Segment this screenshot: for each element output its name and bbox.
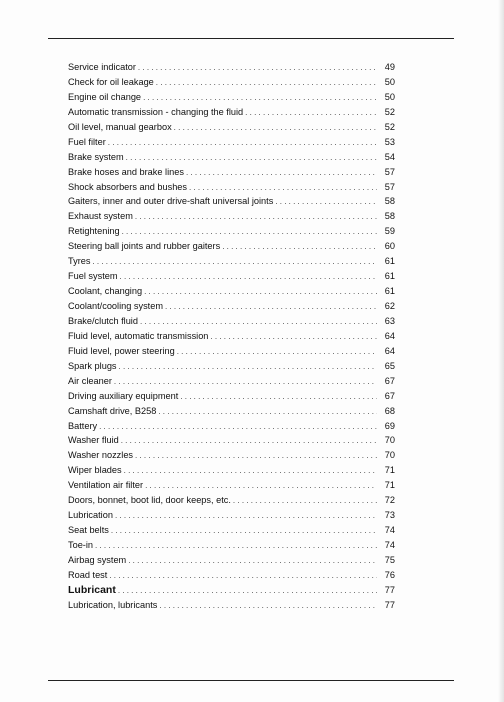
dot-leader <box>245 106 377 121</box>
toc-entry <box>68 90 395 105</box>
toc-entry <box>68 419 395 434</box>
dot-leader <box>135 210 377 225</box>
toc-entry-page-number: 52 <box>384 106 395 117</box>
toc-entry-label: Exhaust system <box>68 211 133 222</box>
dot-leader <box>114 375 377 390</box>
toc-entry <box>68 359 395 374</box>
toc-entry-label: Tyres <box>68 256 91 267</box>
toc-entry-page-number: 68 <box>384 405 395 416</box>
toc-entry-page-number: 63 <box>384 315 395 326</box>
toc-entry-page-number: 64 <box>384 345 395 356</box>
toc-entry <box>68 180 395 195</box>
dot-leader <box>186 166 377 181</box>
toc-entry <box>68 329 395 344</box>
toc-entry-page-number: 58 <box>384 211 395 222</box>
toc-entry-page-number: 53 <box>384 136 395 147</box>
dot-leader <box>119 360 377 375</box>
page-edge-shadow <box>498 0 504 702</box>
toc-entry-label: Coolant, changing <box>68 286 143 297</box>
toc-entry-label: Toe-in <box>68 540 94 550</box>
toc-entry-page-number: 76 <box>384 569 395 580</box>
dot-leader <box>159 599 377 614</box>
toc-entry-page-number: 65 <box>384 360 395 371</box>
toc-entry-page-number: 61 <box>384 286 395 297</box>
toc-entry-label: Fluid level, automatic transmission <box>68 330 209 341</box>
toc-entry-label: Retightening <box>68 226 120 237</box>
toc-entry <box>68 448 395 463</box>
dot-leader <box>118 584 377 599</box>
toc-entry-label: Coolant/cooling system <box>68 301 163 311</box>
toc-entry-page-number: 64 <box>384 330 395 341</box>
toc-entry-page-number: 62 <box>384 301 395 311</box>
dot-leader <box>144 285 377 300</box>
toc-entry-page-number: 57 <box>384 166 395 177</box>
toc-entry <box>68 194 395 209</box>
toc-entry <box>68 568 395 583</box>
toc-entry-label: Fluid level, power steering <box>68 345 175 356</box>
toc-entry-label: Washer fluid <box>68 435 119 446</box>
toc-entry-label: Driving auxiliary equipment <box>68 390 179 401</box>
dot-leader <box>128 554 377 569</box>
toc-entry-label: Lubrication, lubricants <box>68 599 158 610</box>
toc-entry <box>68 60 395 75</box>
toc-entry <box>68 389 395 404</box>
dot-leader <box>143 91 377 106</box>
toc-entry-page-number: 52 <box>384 121 395 132</box>
toc-entry-label: Engine oil change <box>68 91 142 102</box>
toc-entry <box>68 284 395 299</box>
toc-entry <box>68 493 395 508</box>
toc-entry-page-number: 60 <box>384 241 395 252</box>
dot-leader <box>122 225 377 240</box>
toc-entry <box>68 478 395 493</box>
dot-leader <box>95 539 377 554</box>
toc-entry <box>68 314 395 329</box>
toc-entry-page-number: 77 <box>384 584 395 595</box>
toc-entry <box>68 344 395 359</box>
toc-entry <box>68 224 395 239</box>
toc-entry <box>68 598 395 613</box>
toc-entry-label: Washer nozzles <box>68 450 134 461</box>
dot-leader <box>92 255 377 270</box>
toc-entry-label: Spark plugs <box>68 360 117 371</box>
dot-leader <box>135 449 377 464</box>
toc-entry-label: Fuel filter <box>68 136 106 147</box>
toc-entry-page-number: 70 <box>384 450 395 461</box>
toc-entry-label: Automatic transmission - changing the fluid <box>68 106 244 117</box>
toc-entry-page-number: 69 <box>384 420 395 431</box>
toc-entry-page-number: 49 <box>384 62 395 72</box>
toc-entry-label: Airbag system <box>68 554 127 565</box>
toc-entry-page-number: 57 <box>384 181 395 192</box>
dot-leader <box>177 345 377 360</box>
toc-entry <box>68 463 395 478</box>
toc-section-heading <box>68 583 395 598</box>
dot-leader <box>126 151 377 166</box>
dot-leader <box>145 479 377 494</box>
dot-leader <box>111 524 377 539</box>
toc-entry <box>68 105 395 120</box>
toc-entry <box>68 239 395 254</box>
dot-leader <box>120 270 377 285</box>
toc-entry-page-number: 50 <box>384 91 395 102</box>
toc-entry-label: Brake hoses and brake lines <box>68 166 184 177</box>
dot-leader <box>124 464 377 479</box>
dot-leader <box>180 390 377 405</box>
toc-entry-page-number: 67 <box>384 375 395 386</box>
bottom-rule <box>48 680 454 681</box>
toc-entry <box>68 404 395 419</box>
dot-leader <box>108 136 377 151</box>
toc-entry-page-number: 74 <box>384 540 395 550</box>
toc-entry <box>68 254 395 269</box>
dot-leader <box>115 509 377 524</box>
dot-leader <box>189 181 377 196</box>
toc-entry-label: Lubricant <box>68 583 116 596</box>
toc-entry <box>68 269 395 284</box>
toc-entry-label: Shock absorbers and bushes <box>68 181 188 192</box>
toc-entry-page-number: 71 <box>384 480 395 491</box>
toc-entry-label: Steering ball joints and rubber gaiters <box>68 241 221 252</box>
dot-leader <box>275 195 377 210</box>
dot-leader <box>140 315 377 330</box>
toc-entry-page-number: 72 <box>384 495 395 506</box>
toc-entry <box>68 538 395 553</box>
toc-entry-page-number: 59 <box>384 226 395 237</box>
dot-leader <box>158 405 377 420</box>
toc-entry-page-number: 54 <box>384 151 395 162</box>
toc-entry-page-number: 77 <box>384 599 395 610</box>
dot-leader <box>156 76 377 91</box>
toc-entry-label: Wiper blades <box>68 465 122 476</box>
toc-entry-label: Doors, bonnet, boot lid, door keeps, etc. <box>68 495 231 506</box>
toc-entry <box>68 553 395 568</box>
toc-entry-label: Ventilation air filter <box>68 480 144 491</box>
toc-entry <box>68 135 395 150</box>
toc-entry <box>68 165 395 180</box>
toc-entry-page-number: 74 <box>384 525 395 536</box>
dot-leader <box>121 434 377 449</box>
dot-leader <box>210 330 377 345</box>
toc-entry-label: Service indicator <box>68 62 136 72</box>
toc-entry-label: Fuel system <box>68 271 118 282</box>
toc-entry-label: Brake/clutch fluid <box>68 315 138 326</box>
toc-entry-page-number: 70 <box>384 435 395 446</box>
toc-entry <box>68 120 395 135</box>
dot-leader <box>165 300 377 315</box>
toc-entry-label: Oil level, manual gearbox <box>68 121 172 132</box>
dot-leader <box>233 494 377 509</box>
toc-entry <box>68 433 395 448</box>
toc-entry-page-number: 61 <box>384 271 395 282</box>
dot-leader <box>109 569 377 584</box>
top-rule <box>48 38 454 39</box>
toc-entry-label: Seat belts <box>68 525 109 536</box>
toc-entry <box>68 209 395 224</box>
toc-entry-label: Air cleaner <box>68 375 112 386</box>
toc-entry-label: Lubrication <box>68 510 113 521</box>
toc-entry <box>68 150 395 165</box>
toc-entry-label: Road test <box>68 569 108 580</box>
dot-leader <box>174 121 377 136</box>
toc-entry-page-number: 58 <box>384 196 395 207</box>
toc-entry-label: Gaiters, inner and outer drive-shaft universal joints <box>68 196 274 207</box>
toc-entry <box>68 374 395 389</box>
toc-entry-label: Battery <box>68 420 98 431</box>
toc-entry-label: Check for oil leakage <box>68 76 154 87</box>
dot-leader <box>222 240 377 255</box>
toc-entry-label: Camshaft drive, B258 <box>68 405 157 416</box>
toc-entry-page-number: 73 <box>384 510 395 521</box>
toc-entry-page-number: 50 <box>384 76 395 87</box>
toc-entry <box>68 299 395 314</box>
toc-entry <box>68 523 395 538</box>
dot-leader <box>138 61 377 76</box>
toc-entry <box>68 75 395 90</box>
toc-entry-page-number: 71 <box>384 465 395 476</box>
toc-entry <box>68 508 395 523</box>
toc-entry-page-number: 75 <box>384 554 395 565</box>
toc-entry-label: Brake system <box>68 151 124 162</box>
dot-leader <box>99 420 377 435</box>
toc-entry-page-number: 67 <box>384 390 395 401</box>
toc-entry-page-number: 61 <box>384 256 395 267</box>
table-of-contents <box>68 60 395 613</box>
